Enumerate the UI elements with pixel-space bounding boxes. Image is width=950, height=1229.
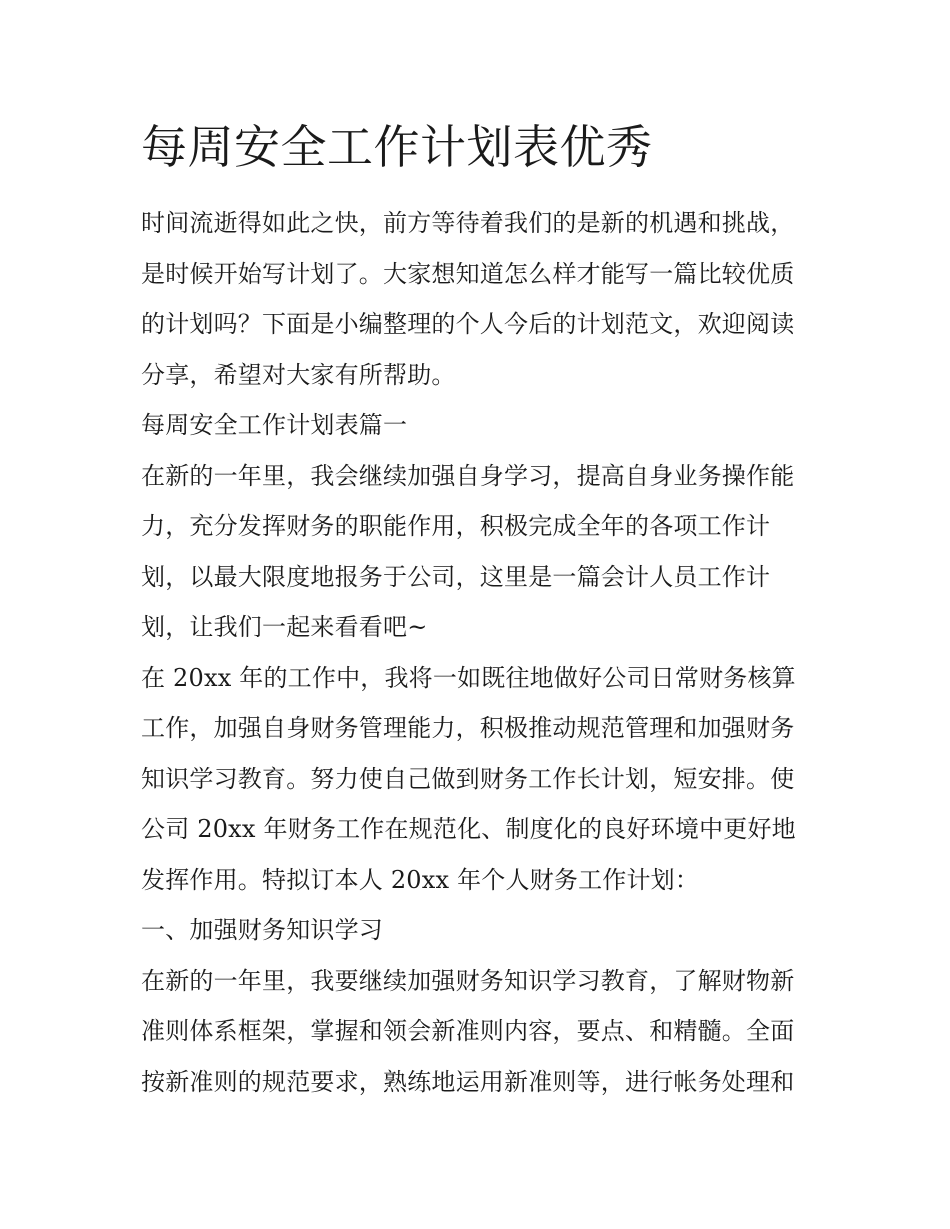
text-line: 在新的一年里，我要继续加强财务知识学习教育，了解财物新	[141, 966, 795, 995]
document-body	[141, 118, 821, 1107]
text-line: 的计划吗？下面是小编整理的个人今后的计划范文，欢迎阅读	[141, 310, 795, 338]
text-line: 准则体系框架，掌握和领会新准则内容，要点、和精髓。全面	[141, 1017, 795, 1045]
text-line: 是时候开始写计划了。大家想知道怎么样才能写一篇比较优质	[141, 259, 795, 288]
page-title: 每周安全工作计划表优秀	[141, 120, 653, 174]
text-line: 划，以最大限度地报务于公司，这里是一篇会计人员工作计	[141, 562, 771, 591]
text-line: 公司 20xx 年财务工作在规范化、制度化的良好环境中更好地	[141, 815, 796, 843]
section-heading: 一、加强财务知识学习	[141, 916, 383, 944]
text-line: 在新的一年里，我会继续加强自身学习，提高自身业务操作能	[141, 461, 795, 490]
text-line: 在 20xx 年的工作中，我将一如既往地做好公司日常财务核算	[141, 663, 796, 692]
text-line: 划，让我们一起来看看吧~	[141, 613, 428, 641]
text-line: 发挥作用。特拟订本人 20xx 年个人财务工作计划：	[141, 865, 700, 894]
text-line: 知识学习教育。努力使自己做到财务工作长计划，短安排。使	[141, 764, 795, 793]
text-line: 按新准则的规范要求，熟练地运用新准则等，进行帐务处理和	[141, 1067, 795, 1096]
text-line: 力，充分发挥财务的职能作用，积极完成全年的各项工作计	[141, 512, 771, 540]
text-line: 分享，希望对大家有所帮助。	[141, 360, 456, 389]
text-line: 时间流逝得如此之快，前方等待着我们的是新的机遇和挑战，	[141, 209, 795, 237]
text-line: 工作，加强自身财务管理能力，积极推动规范管理和加强财务	[141, 714, 795, 742]
section-heading: 每周安全工作计划表篇一	[141, 411, 408, 439]
